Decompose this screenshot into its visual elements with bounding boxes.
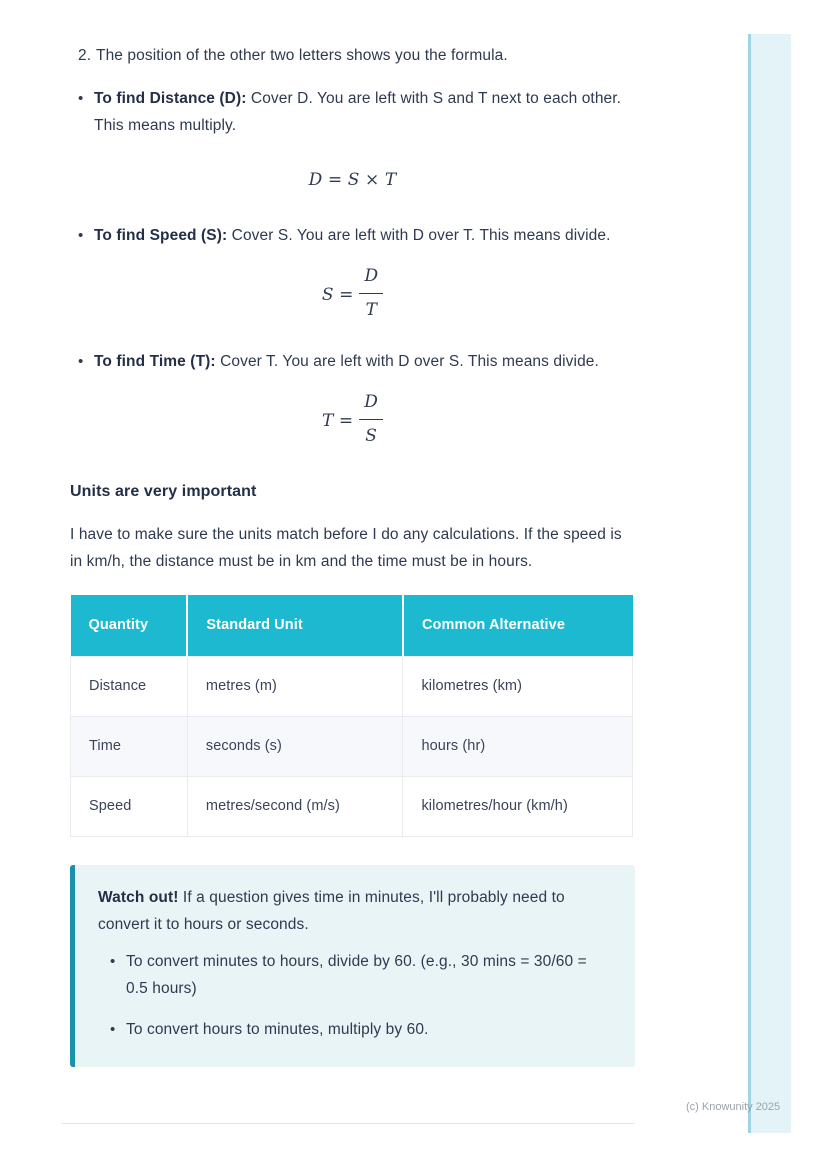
watch-out-callout <box>70 865 635 1067</box>
table-header-row <box>71 595 633 657</box>
table-cell: metres/second (m/s) <box>187 777 403 837</box>
table-cell: Time <box>71 717 188 777</box>
fraction-numerator: D <box>364 392 379 412</box>
footer-credit: (c) Knowunity 2025 <box>686 1101 781 1113</box>
fraction <box>359 263 383 324</box>
formula-speed <box>70 265 635 326</box>
bullet-bold-label: To find Speed (S): <box>94 227 228 244</box>
bullet-icon: • <box>110 1021 116 1038</box>
bullet-rest: Cover D. You are left with S and T next to each other. This means multiply. <box>94 90 622 134</box>
page-edge-stripe <box>748 34 791 1133</box>
table-cell: kilometres (km) <box>403 657 633 717</box>
formula-distance <box>70 167 635 194</box>
table-cell: seconds (s) <box>187 717 403 777</box>
callout-rest: If a question gives time in minutes, I'll probably need to convert it to hours or seconds. <box>98 889 565 933</box>
fraction-denominator: T <box>359 293 383 324</box>
table-cell: Speed <box>71 777 188 837</box>
table-header-quantity: Quantity <box>71 595 188 657</box>
table-row <box>71 777 633 837</box>
numbered-list-item <box>70 42 635 69</box>
bullet-icon: • <box>78 227 84 244</box>
fraction <box>359 389 383 450</box>
bottom-divider <box>62 1123 634 1124</box>
table-cell: Distance <box>71 657 188 717</box>
fraction-denominator: S <box>359 419 383 450</box>
bullet-bold-label: To find Time (T): <box>94 353 216 370</box>
bullet-icon: • <box>78 90 84 107</box>
callout-bullet <box>98 948 609 1002</box>
formula-lhs: T = <box>321 411 354 431</box>
callout-bullet-text: To convert hours to minutes, multiply by 60. <box>126 1021 429 1038</box>
bullet-bold-label: To find Distance (D): <box>94 90 247 107</box>
table-row <box>71 717 633 777</box>
table-row <box>71 657 633 717</box>
bullet-text <box>94 85 635 139</box>
table-header-common-alternative: Common Alternative <box>403 595 633 657</box>
bullet-speed <box>70 222 635 249</box>
table-header-standard-unit: Standard Unit <box>187 595 403 657</box>
units-paragraph: I have to make sure the units match before I do any calculations. If the speed is in km/h, the distance must be in km and the time must be in hours. <box>70 526 622 570</box>
document-content <box>70 30 635 1067</box>
list-text: The position of the other two letters shows you the formula. <box>96 47 508 64</box>
callout-intro <box>98 884 609 938</box>
formula-rhs: S × T <box>347 170 397 190</box>
bullet-time <box>70 348 635 375</box>
list-number: 2. <box>78 47 92 64</box>
bullet-distance <box>70 85 635 139</box>
formula-time <box>70 391 635 452</box>
callout-bullet-list <box>98 948 609 1043</box>
callout-bold-label: Watch out! <box>98 889 179 906</box>
callout-bullet <box>98 1016 609 1043</box>
bullet-icon: • <box>78 353 84 370</box>
bullet-icon: • <box>110 953 116 970</box>
section-heading-units: Units are very important <box>70 483 257 500</box>
table-cell: kilometres/hour (km/h) <box>403 777 633 837</box>
bullet-text <box>94 348 599 375</box>
units-table <box>70 595 633 837</box>
bullet-text <box>94 222 611 249</box>
fraction-numerator: D <box>364 266 379 286</box>
formula-lhs: D = <box>308 170 343 190</box>
callout-bullet-text: To convert minutes to hours, divide by 60. (e.g., 30 mins = 30/60 = 0.5 hours) <box>126 953 587 997</box>
table-cell: metres (m) <box>187 657 403 717</box>
table-cell: hours (hr) <box>403 717 633 777</box>
bullet-rest: Cover S. You are left with D over T. This means divide. <box>227 227 611 244</box>
formula-lhs: S = <box>321 285 354 305</box>
bullet-rest: Cover T. You are left with D over S. This means divide. <box>215 353 599 370</box>
